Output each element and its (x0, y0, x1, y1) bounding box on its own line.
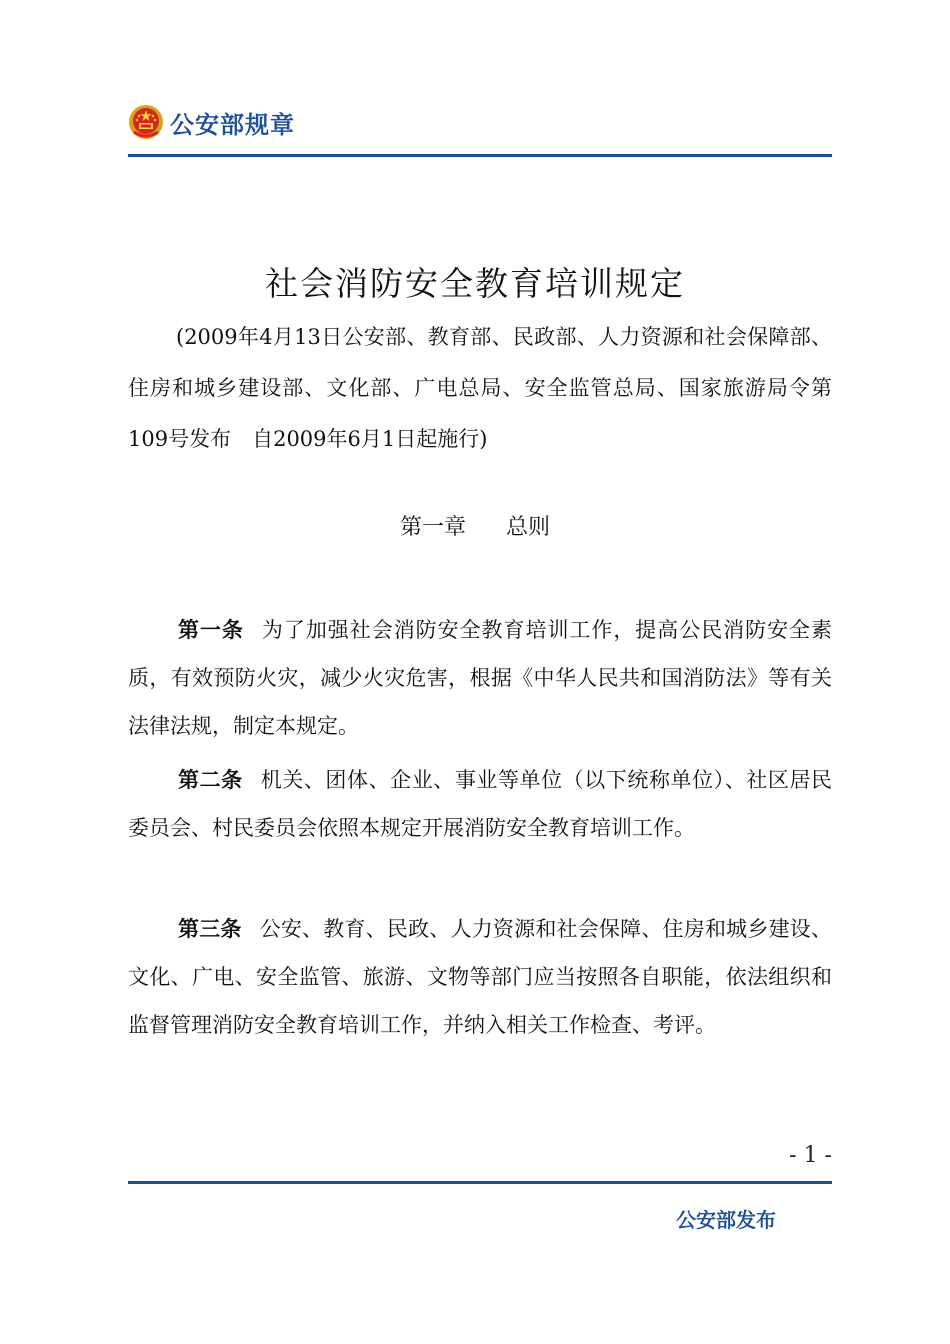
article-number: 第一条 (178, 618, 244, 642)
document-subtitle (128, 312, 832, 465)
document-title: 社会消防安全教育培训规定 (265, 264, 685, 303)
subtitle-text: (2009年4月13日公安部、教育部、民政部、人力资源和社会保障部、住房和城乡建设部、文化部、广电总局、安全监管总局、国家旅游局令第109号发布 自2009年6月1日起施行) (128, 325, 832, 451)
footer-divider (128, 1181, 832, 1184)
chapter-heading (0, 510, 950, 541)
article (128, 905, 832, 1049)
article (128, 606, 832, 750)
article-number: 第二条 (178, 768, 243, 792)
article-text: 公安、教育、民政、人力资源和社会保障、住房和城乡建设、文化、广电、安全监管、旅游、文物等部门应当按照各自职能，依法组织和监督管理消防安全教育培训工作，并纳入相关工作检查、考评。 (128, 917, 833, 1037)
page-header (128, 98, 295, 146)
chapter-name: 总则 (506, 515, 551, 540)
footer-publisher: 公安部发布 (676, 1208, 776, 1232)
article-number: 第三条 (178, 917, 242, 941)
article-text: 机关、团体、企业、事业等单位（以下统称单位）、社区居民委员会、村民委员会依照本规定开展消防安全教育培训工作。 (128, 768, 833, 840)
page-number: - 1 - (789, 1143, 832, 1168)
article-text: 为了加强社会消防安全教育培训工作，提高公民消防安全素质，有效预防火灾，减少火灾危害，根据《中华人民共和国消防法》等有关法律法规，制定本规定。 (128, 618, 833, 738)
header-title: 公安部规章 (170, 110, 295, 139)
header-divider (128, 154, 832, 157)
national-emblem-icon (128, 104, 164, 140)
chapter-number: 第一章 (399, 515, 466, 540)
article (128, 756, 832, 852)
